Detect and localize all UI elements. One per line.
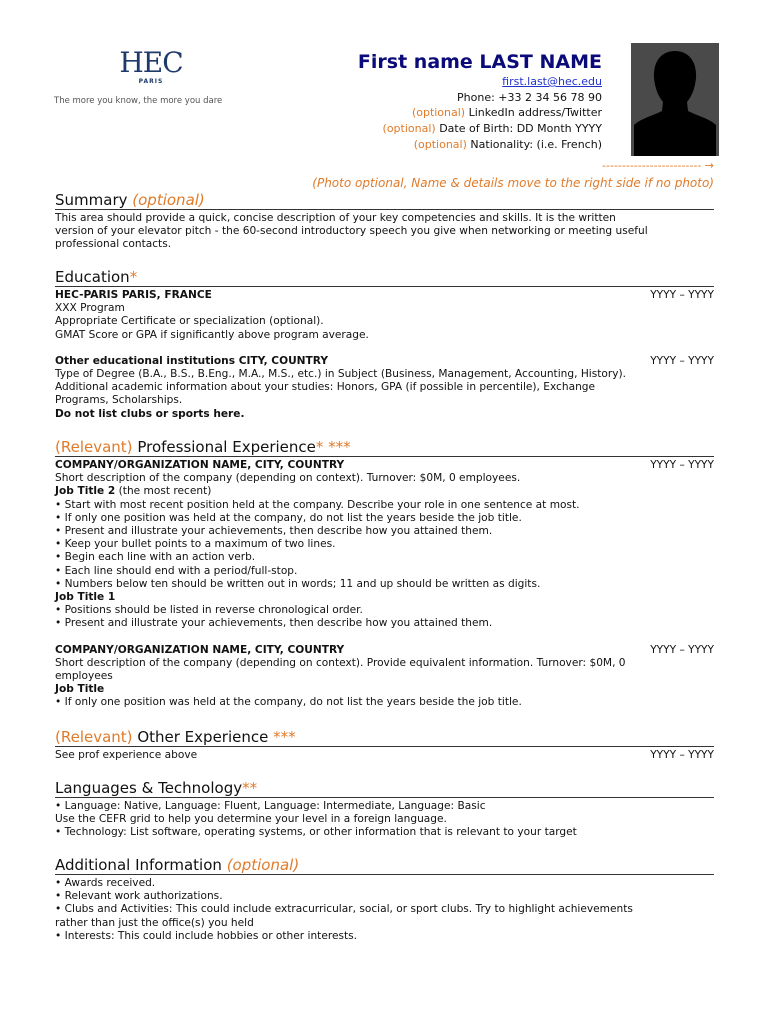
summary-text: professional contacts. <box>55 238 172 251</box>
summary-section <box>55 191 714 252</box>
text-line: GMAT Score or GPA if significantly above program average. <box>55 328 369 341</box>
arrow-indicator: ------------------------- → <box>602 159 714 172</box>
bullet: • Technology: List software, operating systems, or other information that is relevant to your target <box>55 826 577 839</box>
company-header: COMPANY/ORGANIZATION NAME, CITY, COUNTRY YYYY – YYYY <box>55 459 714 471</box>
education-entry-header: HEC-PARIS PARIS, FRANCE YYYY – YYYY <box>55 289 714 301</box>
bullet: • Keep your bullet points to a maximum of two lines. <box>55 538 336 551</box>
job-title: Job Title 1 <box>55 591 116 604</box>
section-heading: Additional Information (optional) <box>55 856 714 875</box>
bullet: • Begin each line with an action verb. <box>55 551 256 564</box>
linkedin-line <box>358 105 602 121</box>
tagline: The more you know, the more you dare <box>54 96 223 106</box>
section-heading: (Relevant) Other Experience *** <box>55 728 714 747</box>
text-line: Short description of the company (depending on context). Provide equivalent information. Turnover: $0M, 0 <box>55 656 626 669</box>
optional-tag: (optional) <box>382 122 436 136</box>
text-line: XXX Program <box>55 302 125 315</box>
bullet: • Relevant work authorizations. <box>55 890 223 903</box>
additional-section <box>55 856 714 943</box>
phone: Phone: +33 2 34 56 78 90 <box>457 90 602 104</box>
photo-note: (Photo optional, Name & details move to the right side if no photo) <box>312 176 714 190</box>
bullet: • If only one position was held at the company, do not list the years beside the job title. <box>55 511 522 524</box>
bullet: • Language: Native, Language: Fluent, Language: Intermediate, Language: Basic <box>55 800 486 812</box>
bullet: • Present and illustrate your achievements, then describe how you attained them. <box>55 617 493 630</box>
text-line: Additional academic information about your studies: Honors, GPA (if possible in percentile), Exchange <box>55 381 596 394</box>
section-heading: Education* <box>55 268 714 287</box>
company-header: COMPANY/ORGANIZATION NAME, CITY, COUNTRY YYYY – YYYY <box>55 643 714 656</box>
bullet: • Start with most recent position held at the company. Describe your role in one sentence at most. <box>55 498 580 511</box>
bullet: • Present and illustrate your achievements, then describe how you attained them. <box>55 525 493 538</box>
text-line: employees <box>55 670 113 683</box>
job-title: Job Title <box>55 683 105 696</box>
education-entry-header: Other educational institutions CITY, COUNTRY YYYY – YYYY <box>55 354 714 367</box>
text-line: See prof experience above YYYY – YYYY <box>55 749 714 761</box>
contact-block <box>358 50 602 153</box>
logo-subtext: PARIS <box>138 78 164 85</box>
optional-tag: (optional) <box>411 106 466 120</box>
summary-text: This area should provide a quick, concise description of your key competencies and skills. It is the written <box>55 212 616 224</box>
section-heading: (Relevant) Professional Experience* *** <box>55 438 714 457</box>
dob: Date of Birth: DD Month YYYY <box>439 122 602 136</box>
bullet: • Positions should be listed in reverse chronological order. <box>55 604 363 617</box>
optional-tag: (optional) <box>413 137 467 151</box>
text-line: Short description of the company (depending on context). Turnover: $0M, 0 employees. <box>55 472 521 485</box>
nationality: Nationality: (i.e. French) <box>470 137 602 151</box>
hec-logo <box>110 48 192 85</box>
bullet: • Interests: This could include hobbies or other interests. <box>55 929 358 942</box>
bullet: • Each line should end with a period/full-stop. <box>55 564 298 577</box>
text-line: Appropriate Certificate or specialization (optional). <box>55 315 324 328</box>
candidate-name: First name LAST NAME <box>357 51 602 73</box>
section-heading: Summary (optional) <box>55 191 714 210</box>
bullet: • Clubs and Activities: This could include extracurricular, social, or sport clubs. Try to highlight achievements <box>55 903 633 916</box>
languages-section <box>55 779 714 840</box>
summary-text: version of your elevator pitch - the 60-second introductory speech you give when networking or meeting useful <box>55 225 648 238</box>
job-title: Job Title 2 (the most recent) <box>55 485 212 498</box>
silhouette-icon <box>631 43 719 156</box>
email-link[interactable]: first.last@hec.edu <box>502 75 602 88</box>
logo-text: HEC <box>119 46 183 79</box>
bullet: • Numbers below ten should be written out in words; 11 and up should be written as digits. <box>55 577 541 590</box>
text-line: Type of Degree (B.A., B.S., B.Eng., M.A., M.S., etc.) in Subject (Business, Management, Accounting, History). <box>55 368 627 381</box>
bullet: • If only one position was held at the company, do not list the years beside the job title. <box>55 696 522 709</box>
section-heading: Languages & Technology** <box>55 779 714 798</box>
education-section <box>55 268 714 421</box>
text-line: rather than just the office(s) you held <box>55 916 254 929</box>
profile-photo <box>631 43 719 156</box>
bullet: • Awards received. <box>55 877 156 889</box>
nationality-line <box>358 137 602 153</box>
text-line: Programs, Scholarships. <box>55 394 183 407</box>
linkedin: LinkedIn address/Twitter <box>468 106 602 120</box>
experience-section <box>55 438 714 710</box>
other-experience-section <box>55 728 714 762</box>
dob-line <box>358 121 602 137</box>
bold-note: Do not list clubs or sports here. <box>55 407 245 420</box>
text-line: Use the CEFR grid to help you determine your level in a foreign language. <box>55 813 447 826</box>
